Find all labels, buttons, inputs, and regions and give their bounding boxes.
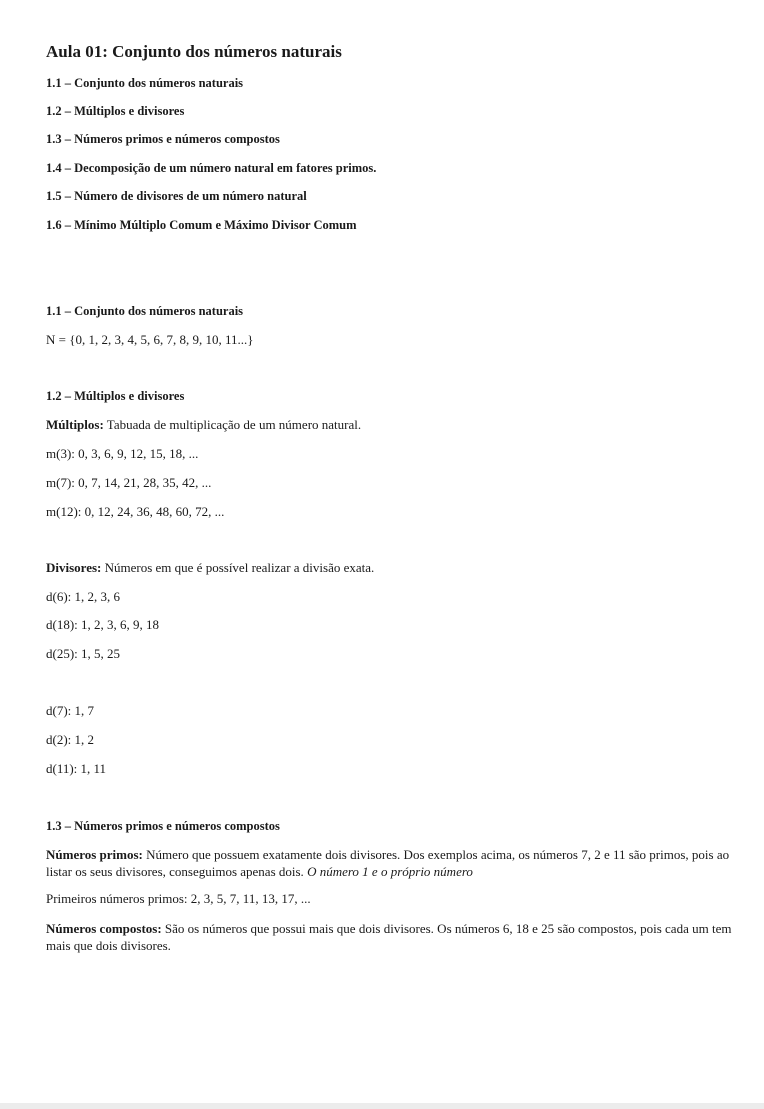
primos-text: Número que possuem exatamente dois divisores. Dos exemplos acima, os números 7, 2 e 11 são primos, pois ao listar os seus divisores, conseguimos apenas dois. [46,847,730,879]
compostos-text: São os números que possui mais que dois divisores. Os números 6, 18 e 25 são compostos, pois cada um tem mais que dois divisores. [46,921,732,953]
toc-item-1-2: 1.2 – Múltiplos e divisores [46,104,185,118]
divisors-of-6: d(6): 1, 2, 3, 6 [46,589,121,604]
divisors-of-2: d(2): 1, 2 [46,732,95,747]
divisores-definition [46,560,374,576]
toc-item-1-6: 1.6 – Mínimo Múltiplo Comum e Máximo Divisor Comum [46,218,357,232]
page-title: Aula 01: Conjunto dos números naturais [46,42,342,61]
divisors-of-18: d(18): 1, 2, 3, 6, 9, 18 [46,617,160,632]
compostos-label: Números compostos: [46,921,162,936]
primos-definition [46,846,736,880]
natural-numbers-set: N = {0, 1, 2, 3, 4, 5, 6, 7, 8, 9, 10, 11...} [46,332,254,347]
section-1-2-heading: 1.2 – Múltiplos e divisores [46,389,185,403]
toc-item-1-1: 1.1 – Conjunto dos números naturais [46,76,244,90]
section-1-3-heading: 1.3 – Números primos e números compostos [46,819,280,833]
divisores-text: Números em que é possível realizar a divisão exata. [101,560,375,575]
multiplos-text: Tabuada de multiplicação de um número natural. [103,417,362,432]
multiples-of-3: m(3): 0, 3, 6, 9, 12, 15, 18, ... [46,446,199,461]
multiplos-label: Múltiplos: [46,417,104,432]
multiples-of-7: m(7): 0, 7, 14, 21, 28, 35, 42, ... [46,475,212,490]
multiples-of-12: m(12): 0, 12, 24, 36, 48, 60, 72, ... [46,504,225,519]
section-1-1-heading: 1.1 – Conjunto dos números naturais [46,304,244,318]
divisors-of-25: d(25): 1, 5, 25 [46,646,121,661]
first-primes: Primeiros números primos: 2, 3, 5, 7, 11, 13, 17, ... [46,891,311,906]
compostos-definition [46,920,736,954]
page-bottom-edge [0,1103,764,1109]
divisors-of-7: d(7): 1, 7 [46,703,95,718]
toc-item-1-5: 1.5 – Número de divisores de um número natural [46,189,307,203]
primos-italic-note: O número 1 e o próprio número [307,864,473,879]
primos-label: Números primos: [46,847,143,862]
divisores-label: Divisores: [46,560,102,575]
divisors-of-11: d(11): 1, 11 [46,761,107,776]
toc-item-1-4: 1.4 – Decomposição de um número natural em fatores primos. [46,161,377,175]
multiplos-definition [46,417,361,433]
toc-item-1-3: 1.3 – Números primos e números compostos [46,132,280,146]
